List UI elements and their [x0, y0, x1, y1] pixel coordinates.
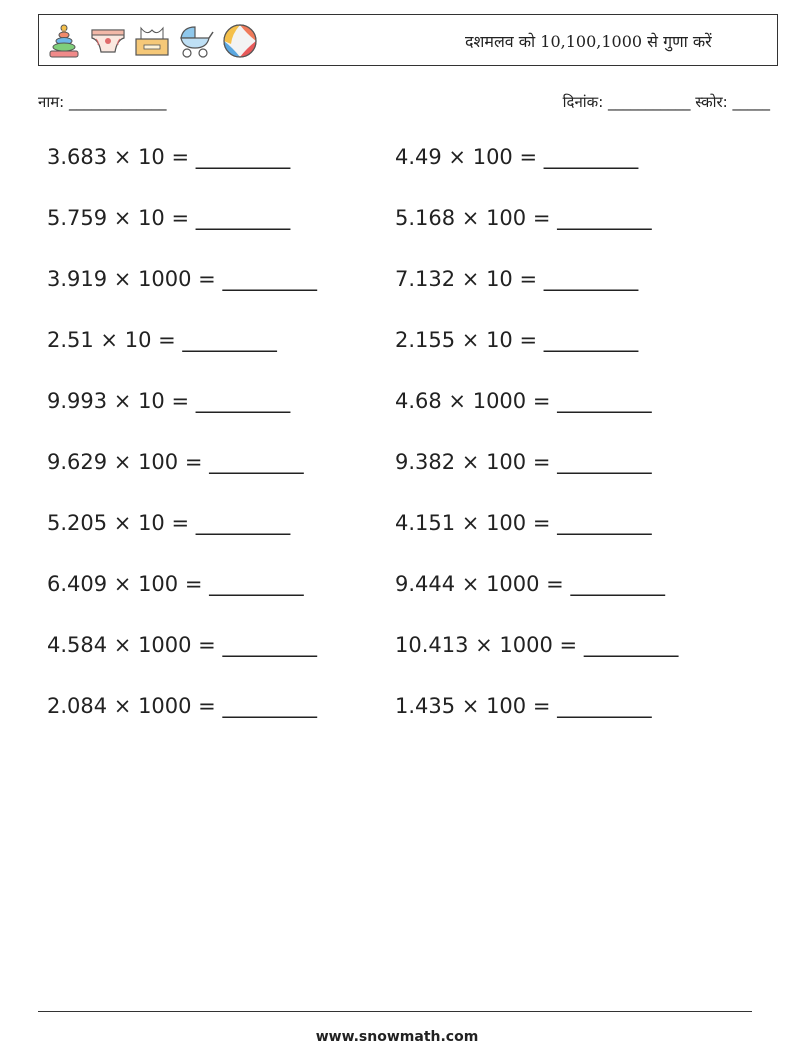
worksheet-header [38, 14, 778, 66]
problem-item: 9.993 × 10 = _________ [47, 389, 291, 413]
problem-item: 2.155 × 10 = _________ [395, 328, 639, 352]
ring-stacker-toy-icon [45, 22, 83, 60]
problem-row [47, 145, 747, 206]
diaper-icon [89, 22, 127, 60]
problem-item: 2.51 × 10 = _________ [47, 328, 277, 352]
problem-row [47, 389, 747, 450]
baby-stroller-icon [177, 22, 215, 60]
problem-item: 9.629 × 100 = _________ [47, 450, 304, 474]
problem-item: 6.409 × 100 = _________ [47, 572, 304, 596]
problem-item: 4.49 × 100 = _________ [395, 145, 639, 169]
problem-row [47, 267, 747, 328]
problem-item: 9.444 × 1000 = _________ [395, 572, 665, 596]
tissue-box-icon [133, 22, 171, 60]
problem-row [47, 511, 747, 572]
problem-item: 10.413 × 1000 = _________ [395, 633, 679, 657]
header-icons [45, 21, 259, 61]
footer-site-link[interactable]: www.snowmath.com [315, 1029, 479, 1045]
footer-divider [38, 1011, 752, 1012]
problem-item: 5.205 × 10 = _________ [47, 511, 291, 535]
problem-row [47, 572, 747, 633]
problem-item: 3.683 × 10 = _________ [47, 145, 291, 169]
problem-item: 5.759 × 10 = _________ [47, 206, 291, 230]
problem-item: 5.168 × 100 = _________ [395, 206, 652, 230]
problem-item: 2.084 × 1000 = _________ [47, 694, 317, 718]
problem-item: 3.919 × 1000 = _________ [47, 267, 317, 291]
problem-row [47, 450, 747, 511]
name-field-label: नाम: _____________ [38, 93, 167, 111]
problem-grid [47, 145, 747, 755]
problem-item: 1.435 × 100 = _________ [395, 694, 652, 718]
worksheet-title: दशमलव को 10,100,1000 से गुणा करें [465, 32, 712, 51]
problem-row [47, 694, 747, 755]
problem-row [47, 633, 747, 694]
problem-item: 9.382 × 100 = _________ [395, 450, 652, 474]
problem-row [47, 206, 747, 267]
problem-item: 4.584 × 1000 = _________ [47, 633, 317, 657]
date-score-label: दिनांक: ___________ स्कोर: _____ [562, 93, 770, 111]
problem-row [47, 328, 747, 389]
problem-item: 4.151 × 100 = _________ [395, 511, 652, 535]
problem-item: 7.132 × 10 = _________ [395, 267, 639, 291]
problem-item: 4.68 × 1000 = _________ [395, 389, 652, 413]
beach-ball-icon [221, 22, 259, 60]
